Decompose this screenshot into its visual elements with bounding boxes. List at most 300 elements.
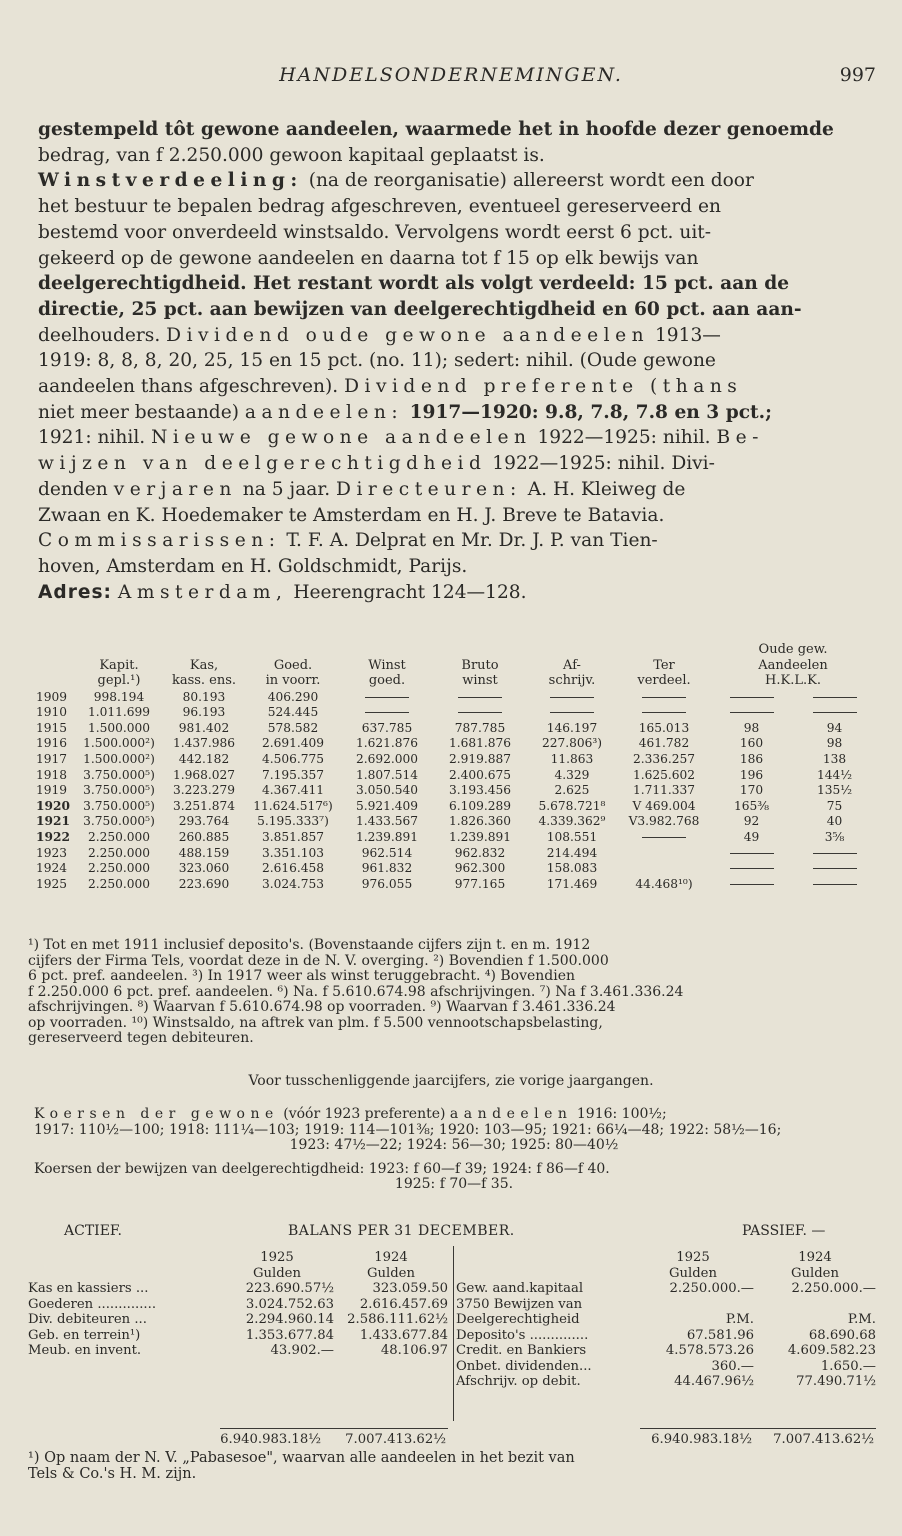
table-cell: 1.711.337 bbox=[632, 783, 696, 798]
year-cell: 1910 bbox=[36, 705, 68, 720]
table-cell: 961.832 bbox=[361, 861, 413, 876]
table-cell: 998.194 bbox=[93, 689, 145, 704]
body-line: directie, 25 pct. aan bewijzen van deelgerechtigdheid en 60 pct. aan aan- bbox=[38, 298, 802, 320]
table-cell: 2.692.000 bbox=[355, 751, 419, 766]
table-cell: 3.750.000⁵) bbox=[83, 767, 155, 782]
unit-header: Gulden bbox=[367, 1265, 415, 1281]
table-cell: 80.193 bbox=[182, 689, 226, 704]
column-header: kass. ens. bbox=[171, 673, 237, 689]
table-cell: 406.290 bbox=[267, 689, 319, 704]
table-row bbox=[36, 876, 876, 892]
balance-row bbox=[28, 1343, 448, 1359]
table-cell: 98 bbox=[826, 736, 843, 751]
column-header: H.K.L.K. bbox=[765, 673, 821, 689]
table-cell bbox=[710, 704, 793, 720]
body-line: bestemd voor onverdeeld winstsaldo. Vervolgens wordt eerst 6 pct. uit- bbox=[38, 221, 712, 243]
table-cell: 323.060 bbox=[178, 861, 230, 876]
dash-rule bbox=[730, 853, 774, 854]
table-cell: 196 bbox=[739, 767, 764, 782]
table-cell: 3.193.456 bbox=[448, 783, 512, 798]
balance-heading bbox=[0, 1223, 902, 1245]
table-cell: 3.351.103 bbox=[261, 845, 325, 860]
body-line: 1919: 8, 8, 8, 20, 25, 15 en 15 pct. (no. 11); sedert: nihil. (Oude gewone bbox=[38, 350, 716, 372]
year-cell: 1915 bbox=[36, 720, 68, 735]
body-line: Winstverdeeling: (na de reorganisatie) allereerst wordt een door bbox=[38, 170, 754, 192]
table-cell: 160 bbox=[739, 736, 764, 751]
table-cell: 1.826.360 bbox=[448, 814, 512, 829]
table-cell: 2.616.458 bbox=[261, 861, 325, 876]
column-header: Aandeelen bbox=[758, 657, 828, 673]
table-cell bbox=[618, 689, 710, 705]
table-cell: 135½ bbox=[816, 783, 853, 798]
balance-label: Onbet. dividenden... bbox=[456, 1358, 592, 1374]
table-cell: 981.402 bbox=[178, 720, 230, 735]
balance-label: Deposito's .............. bbox=[456, 1327, 589, 1343]
table-cell: 1.681.876 bbox=[448, 736, 512, 751]
table-cell: 3.024.753 bbox=[261, 876, 325, 891]
table-cell: 4.329 bbox=[554, 767, 590, 782]
table-cell bbox=[618, 860, 710, 876]
footnote-line: ¹) Op naam der N. V. „Pabasesoe", waarvan alle aandeelen in het bezit van bbox=[28, 1450, 575, 1466]
table-cell: 108.551 bbox=[546, 829, 598, 844]
table-cell: 4.339.362⁹ bbox=[538, 814, 606, 829]
table-cell: 1.968.027 bbox=[172, 767, 236, 782]
table-cell: 787.785 bbox=[454, 720, 506, 735]
table-cell bbox=[618, 704, 710, 720]
dash-rule bbox=[458, 697, 502, 698]
footnote-line: cijfers der Firma Tels, voordat deze in de N. V. overging. ²) Bovendien f 1.500.000 bbox=[28, 952, 609, 969]
column-header: in voorr. bbox=[265, 673, 321, 689]
balance-value: 323.059.50 bbox=[372, 1281, 448, 1297]
price-line: 1923: 47½—22; 1924: 56—30; 1925: 80—40½ bbox=[289, 1137, 619, 1153]
table-cell: 11.863 bbox=[550, 751, 594, 766]
dash-rule bbox=[813, 697, 857, 698]
balance-value: 3.024.752.63 bbox=[245, 1296, 334, 1312]
table-cell: 1.807.514 bbox=[355, 767, 419, 782]
section-label: aandeelen: bbox=[244, 401, 404, 423]
table-cell bbox=[340, 689, 434, 705]
price-line: 1917: 110½—100; 1918: 111¼—103; 1919: 114—101⅜; 1920: 103—95; 1921: 66¼—48; 1922: 58½—16; bbox=[34, 1121, 782, 1138]
section-label: wijzen van deelgerechtigdheid bbox=[38, 453, 487, 475]
year-header: 1924 bbox=[374, 1250, 408, 1266]
column-header: Oude gew. bbox=[758, 642, 828, 658]
year-cell: 1916 bbox=[36, 736, 68, 751]
table-cell: 524.445 bbox=[267, 705, 319, 720]
table-cell bbox=[526, 704, 618, 720]
table-row bbox=[36, 689, 876, 705]
balance-value: 68.690.68 bbox=[808, 1327, 876, 1343]
dash-rule bbox=[550, 697, 594, 698]
dash-rule bbox=[730, 884, 774, 885]
balance-row bbox=[456, 1328, 876, 1344]
body-line: niet meer bestaande) aandeelen: 1917—1920: 9.8, 7.8, 7.8 en 3 pct.; bbox=[38, 401, 772, 423]
table-cell: 461.782 bbox=[638, 736, 690, 751]
table-header-extra bbox=[36, 642, 876, 658]
balance-divider bbox=[453, 1246, 454, 1421]
table-cell: 138 bbox=[822, 751, 847, 766]
table-cell bbox=[793, 704, 876, 720]
table-cell: 1.239.891 bbox=[448, 829, 512, 844]
table-cell: 2.250.000 bbox=[87, 861, 151, 876]
table-cell: 962.832 bbox=[454, 845, 506, 860]
table-row bbox=[36, 814, 876, 830]
balance-value: 4.578.573.26 bbox=[665, 1343, 754, 1359]
table-cell: 3.750.000⁵) bbox=[83, 814, 155, 829]
section-label: verjaren bbox=[113, 478, 237, 500]
table-cell: 2.400.675 bbox=[448, 767, 512, 782]
body-line: denden verjaren na 5 jaar. Directeuren: A. H. Kleiweg de bbox=[38, 478, 686, 500]
balance-value: 2.586.111.62½ bbox=[347, 1312, 448, 1328]
liabilities-body bbox=[456, 1281, 876, 1390]
body-line: gestempeld tôt gewone aandeelen, waarmede het in hoofde dezer genoemde bbox=[38, 119, 834, 140]
table-cell: 1.437.986 bbox=[172, 736, 236, 751]
balance-row bbox=[456, 1281, 876, 1297]
table-cell: 260.885 bbox=[178, 829, 230, 844]
table-cell: 2.625 bbox=[554, 783, 590, 798]
table-cell: 165⅜ bbox=[733, 798, 770, 813]
balance-value: 2.250.000.— bbox=[669, 1281, 754, 1297]
table-cell: 578.582 bbox=[267, 720, 319, 735]
table-cell: 977.165 bbox=[454, 876, 506, 891]
table-cell: 1.011.699 bbox=[87, 705, 151, 720]
table-row bbox=[36, 720, 876, 736]
footnote-line: gereserveerd tegen debiteuren. bbox=[28, 1030, 254, 1046]
table-cell: 2.691.409 bbox=[261, 736, 325, 751]
table-row bbox=[36, 798, 876, 814]
table-cell bbox=[340, 704, 434, 720]
body-line: gekeerd op de gewone aandeelen en daarna tot f 15 op elk bewijs van bbox=[38, 247, 699, 269]
year-cell: 1924 bbox=[36, 861, 68, 876]
body-line: 1921: nihil. Nieuwe gewone aandeelen 1922—1925: nihil. Be- bbox=[38, 427, 764, 449]
table-cell: 223.690 bbox=[178, 876, 230, 891]
table-cell: 637.785 bbox=[361, 720, 413, 735]
column-header: goed. bbox=[368, 673, 406, 689]
table-cell: 488.159 bbox=[178, 845, 230, 860]
table-cell bbox=[710, 845, 793, 861]
balance-liabilities bbox=[456, 1250, 876, 1390]
balance-label: Kas en kassiers ... bbox=[28, 1281, 149, 1297]
body-line: Zwaan en K. Hoedemaker te Amsterdam en H. J. Breve te Batavia. bbox=[38, 504, 665, 526]
table-cell: 2.250.000 bbox=[87, 845, 151, 860]
table-cell: 2.919.887 bbox=[448, 751, 512, 766]
table-cell: 158.083 bbox=[546, 861, 598, 876]
dash-rule bbox=[813, 853, 857, 854]
balance-value: 43.902.— bbox=[270, 1343, 334, 1359]
table-cell: 5.921.409 bbox=[355, 798, 419, 813]
balance-value bbox=[632, 1297, 754, 1313]
dash-rule bbox=[642, 712, 686, 713]
dash-rule bbox=[642, 697, 686, 698]
table-cell: 4.367.411 bbox=[261, 783, 325, 798]
balance-row bbox=[28, 1297, 448, 1313]
table-cell: V 469.004 bbox=[632, 798, 696, 813]
table-cell: 94 bbox=[826, 720, 843, 735]
address-street: Heerengracht 124—128. bbox=[287, 581, 527, 603]
column-header: Goed. bbox=[273, 657, 313, 673]
unit-header: Gulden bbox=[669, 1265, 717, 1281]
balance-value: 360.— bbox=[711, 1358, 754, 1374]
table-cell: 96.193 bbox=[182, 705, 226, 720]
column-header: schrijv. bbox=[548, 673, 596, 689]
table-cell: 1.625.602 bbox=[632, 767, 696, 782]
balance-label: Div. debiteuren ... bbox=[28, 1312, 147, 1328]
table-cell: 165.013 bbox=[638, 720, 690, 735]
dash-rule bbox=[550, 712, 594, 713]
table-cell bbox=[710, 876, 793, 892]
year-header: 1925 bbox=[676, 1250, 710, 1266]
unit-header: Gulden bbox=[253, 1265, 301, 1281]
balance-row bbox=[28, 1281, 448, 1297]
dash-rule bbox=[813, 868, 857, 869]
dash-rule bbox=[365, 697, 409, 698]
balance-label: Gew. aand.kapitaal bbox=[456, 1281, 584, 1297]
table-cell bbox=[526, 689, 618, 705]
page-title: HANDELSONDERNEMINGEN. bbox=[279, 64, 623, 86]
passief-label: PASSIEF. — bbox=[742, 1223, 826, 1239]
table-cell: V3.982.768 bbox=[628, 814, 700, 829]
balance-value: P.M. bbox=[725, 1312, 754, 1328]
dash-rule bbox=[642, 837, 686, 838]
total-rule bbox=[220, 1428, 448, 1429]
table-row bbox=[36, 751, 876, 767]
year-cell: 1922 bbox=[36, 829, 70, 844]
year-cell: 1917 bbox=[36, 751, 68, 766]
table-row bbox=[36, 845, 876, 861]
column-header: Af- bbox=[563, 657, 581, 673]
section-label: Dividend oude gewone aandeelen bbox=[166, 324, 650, 346]
table-cell: 227.806³) bbox=[541, 736, 603, 751]
price-line: 1925: f 70—f 35. bbox=[394, 1176, 514, 1192]
dash-rule bbox=[458, 712, 502, 713]
body-line: aandeelen thans afgeschreven). Dividend preferente (thans bbox=[38, 376, 743, 398]
table-cell: 6.109.289 bbox=[448, 798, 512, 813]
footnote-line: afschrijvingen. ⁸) Waarvan f 5.610.674.98 op voorraden. ⁹) Waarvan f 3.461.336.24 bbox=[28, 999, 616, 1015]
table-cell: 144½ bbox=[816, 767, 853, 782]
footnote-line: f 2.250.000 6 pct. pref. aandeelen. ⁶) Na. f 5.610.674.98 afschrijvingen. ⁷) Na f 3.461.336.24 bbox=[28, 983, 684, 1000]
balance-value: 2.294.960.14 bbox=[245, 1312, 334, 1328]
table-cell: 1.500.000²) bbox=[83, 736, 155, 751]
liabilities-total: 6.940.983.18½ 7.007.413.62½ bbox=[651, 1432, 874, 1447]
total-rule bbox=[640, 1428, 876, 1429]
table-cell: 962.300 bbox=[454, 861, 506, 876]
balance-value: 1.650.— bbox=[820, 1358, 876, 1374]
balance-row bbox=[28, 1312, 448, 1328]
dash-rule bbox=[730, 697, 774, 698]
table-cell: 49 bbox=[743, 829, 760, 844]
body-line: wijzen van deelgerechtigdheid 1922—1925: nihil. Divi- bbox=[38, 453, 715, 475]
table-cell: 3.750.000⁵) bbox=[83, 783, 155, 798]
table-cell bbox=[710, 689, 793, 705]
table-cell bbox=[434, 689, 526, 705]
table-header-top bbox=[36, 658, 876, 674]
footnote-line: op voorraden. ¹⁰) Winstsaldo, na aftrek van plm. f 5.500 vennootschapsbelasting, bbox=[28, 1014, 603, 1031]
balance-value: 48.106.97 bbox=[380, 1343, 448, 1359]
year-cell: 1909 bbox=[36, 689, 68, 704]
balance-value: P.M. bbox=[847, 1312, 876, 1328]
body-line: het bestuur te bepalen bedrag afgeschreven, eventueel gereserveerd en bbox=[38, 196, 721, 218]
table-row bbox=[36, 767, 876, 783]
balance-row bbox=[28, 1328, 448, 1344]
balance-value bbox=[754, 1297, 876, 1313]
balance-value: 1.433.677.84 bbox=[359, 1327, 448, 1343]
table-cell: 1.500.000 bbox=[87, 720, 151, 735]
balance-value: 67.581.96 bbox=[686, 1327, 754, 1343]
section-label: Directeuren: bbox=[336, 478, 522, 500]
balance-assets bbox=[28, 1250, 448, 1359]
address-city: Amsterdam, bbox=[117, 581, 288, 603]
table-cell: 5.678.721⁸ bbox=[538, 798, 606, 813]
table-cell: 962.514 bbox=[361, 845, 413, 860]
footnote-line: 6 pct. pref. aandeelen. ³) In 1917 weer als winst teruggebracht. ⁴) Bovendien bbox=[28, 968, 576, 984]
table-cell: 7.195.357 bbox=[261, 767, 325, 782]
balance-value: 2.616.457.69 bbox=[359, 1296, 448, 1312]
table-row bbox=[36, 704, 876, 720]
balance-value: 1.353.677.84 bbox=[245, 1327, 334, 1343]
table-cell: 3.851.857 bbox=[261, 829, 325, 844]
balance-label: 3750 Bewijzen van bbox=[456, 1296, 583, 1312]
table-row bbox=[36, 782, 876, 798]
footnote-line: Tels & Co.'s H. M. zijn. bbox=[28, 1466, 197, 1482]
section-label: Nieuwe gewone aandeelen bbox=[151, 427, 532, 449]
table-cell bbox=[618, 829, 710, 845]
column-header: winst bbox=[462, 673, 498, 689]
table-cell bbox=[710, 860, 793, 876]
dash-rule bbox=[813, 712, 857, 713]
table-cell: 1.433.567 bbox=[355, 814, 419, 829]
balance-title: BALANS PER 31 DECEMBER. bbox=[288, 1223, 515, 1239]
body-line: hoven, Amsterdam en H. Goldschmidt, Parijs. bbox=[38, 555, 468, 577]
address-line bbox=[38, 580, 870, 606]
footnotes bbox=[28, 938, 874, 1047]
dash-rule bbox=[365, 712, 409, 713]
column-header: gepl.¹) bbox=[97, 673, 141, 689]
table-cell bbox=[793, 845, 876, 861]
address-label: Adres: bbox=[38, 581, 112, 603]
table-row bbox=[36, 829, 876, 845]
table-cell: 44.468¹⁰) bbox=[635, 876, 693, 891]
price-line: Koersen der bewijzen van deelgerechtigdheid: 1923: f 60—f 39; 1924: f 86—f 40. bbox=[34, 1160, 610, 1177]
table-cell: 3.750.000⁵) bbox=[83, 798, 155, 813]
table-cell: 2.336.257 bbox=[632, 751, 696, 766]
assets-body bbox=[28, 1281, 448, 1359]
balance-row bbox=[456, 1374, 876, 1390]
dash-rule bbox=[730, 868, 774, 869]
balance-value: 2.250.000.— bbox=[791, 1281, 876, 1297]
year-cell: 1925 bbox=[36, 876, 68, 891]
body-line: Commissarissen: T. F. A. Delprat en Mr. Dr. J. P. van Tien- bbox=[38, 530, 658, 552]
column-header: Kapit. bbox=[99, 657, 139, 673]
table-cell: 171.469 bbox=[546, 876, 598, 891]
table-cell: 4.506.775 bbox=[261, 751, 325, 766]
financial-table bbox=[36, 642, 876, 892]
footnote-line: ¹) Tot en met 1911 inclusief deposito's. (Bovenstaande cijfers zijn t. en m. 1912 bbox=[28, 937, 591, 953]
body-line: deelhouders. Dividend oude gewone aandeelen 1913— bbox=[38, 324, 721, 346]
year-header: 1925 bbox=[260, 1250, 294, 1266]
unit-header: Gulden bbox=[791, 1265, 839, 1281]
price-history bbox=[34, 1107, 874, 1193]
body-line: deelgerechtigdheid. Het restant wordt als volgt verdeeld: 15 pct. aan de bbox=[38, 273, 790, 295]
table-cell: 92 bbox=[743, 814, 760, 829]
balance-row bbox=[456, 1359, 876, 1375]
table-cell: 5.195.333⁷) bbox=[257, 814, 329, 829]
column-header: Bruto bbox=[461, 657, 499, 673]
column-header: verdeel. bbox=[637, 673, 691, 689]
page-number: 997 bbox=[839, 64, 876, 86]
balance-value: 77.490.71½ bbox=[796, 1374, 876, 1390]
table-cell bbox=[793, 689, 876, 705]
table-cell: 146.197 bbox=[546, 720, 598, 735]
column-header: Ter bbox=[653, 657, 675, 673]
balance-row bbox=[456, 1297, 876, 1313]
assets-total: 6.940.983.18½ 7.007.413.62½ bbox=[220, 1432, 446, 1447]
table-cell: 976.055 bbox=[361, 876, 413, 891]
table-cell: 3.050.540 bbox=[355, 783, 419, 798]
year-cell: 1921 bbox=[36, 814, 70, 829]
balance-label: Credit. en Bankiers bbox=[456, 1343, 587, 1359]
table-cell: 186 bbox=[739, 751, 764, 766]
year-cell: 1923 bbox=[36, 845, 68, 860]
price-line: Koersen der gewone (vóór 1923 preferente) aandeelen 1916: 100½; bbox=[34, 1106, 667, 1122]
balance-row bbox=[456, 1343, 876, 1359]
column-header: Kas, bbox=[189, 657, 219, 673]
balance-label: Goederen .............. bbox=[28, 1296, 157, 1312]
table-cell: 98 bbox=[743, 720, 760, 735]
table-cell: 3⅝ bbox=[824, 829, 845, 844]
table-cell: 3.251.874 bbox=[172, 798, 236, 813]
year-cell: 1919 bbox=[36, 783, 68, 798]
table-body bbox=[36, 689, 876, 892]
table-cell: 3.223.279 bbox=[172, 783, 236, 798]
table-cell: 2.250.000 bbox=[87, 876, 151, 891]
dash-rule bbox=[813, 884, 857, 885]
note-line: Voor tusschenliggende jaarcijfers, zie vorige jaargangen. bbox=[248, 1073, 654, 1089]
table-cell bbox=[793, 876, 876, 892]
year-cell: 1918 bbox=[36, 767, 68, 782]
running-head bbox=[0, 64, 902, 90]
table-cell: 2.250.000 bbox=[87, 829, 151, 844]
table-cell bbox=[793, 860, 876, 876]
table-row bbox=[36, 860, 876, 876]
year-header: 1924 bbox=[798, 1250, 832, 1266]
table-header-bottom bbox=[36, 673, 876, 689]
balance-value: 4.609.582.23 bbox=[787, 1343, 876, 1359]
balance-value: 44.467.96½ bbox=[674, 1374, 754, 1390]
table-cell: 214.494 bbox=[546, 845, 598, 860]
table-cell: 1.500.000²) bbox=[83, 751, 155, 766]
table-cell bbox=[434, 704, 526, 720]
balance-row bbox=[456, 1312, 876, 1328]
balance-label: Afschrijv. op debit. bbox=[456, 1374, 581, 1390]
section-label: Commissarissen: bbox=[38, 530, 281, 552]
table-cell: 170 bbox=[739, 783, 764, 798]
table-cell: 293.764 bbox=[178, 814, 230, 829]
section-label: Dividend preferente (thans bbox=[344, 376, 743, 398]
column-header: Winst bbox=[368, 657, 406, 673]
table-cell: 1.621.876 bbox=[355, 736, 419, 751]
dash-rule bbox=[730, 712, 774, 713]
table-cell: 442.182 bbox=[178, 751, 230, 766]
body-text bbox=[38, 117, 870, 605]
body-line: bedrag, van f 2.250.000 gewoon kapitaal geplaatst is. bbox=[38, 144, 545, 166]
balance-label: Deelgerechtigheid bbox=[456, 1312, 580, 1328]
table-cell bbox=[618, 845, 710, 861]
balance-label: Geb. en terrein¹) bbox=[28, 1327, 141, 1343]
balance-label: Meub. en invent. bbox=[28, 1343, 142, 1359]
balance-footnote bbox=[28, 1450, 874, 1482]
section-label: Winstverdeeling: bbox=[38, 170, 303, 192]
table-cell: 1.239.891 bbox=[355, 829, 419, 844]
balance-value: 223.690.57½ bbox=[245, 1281, 334, 1297]
